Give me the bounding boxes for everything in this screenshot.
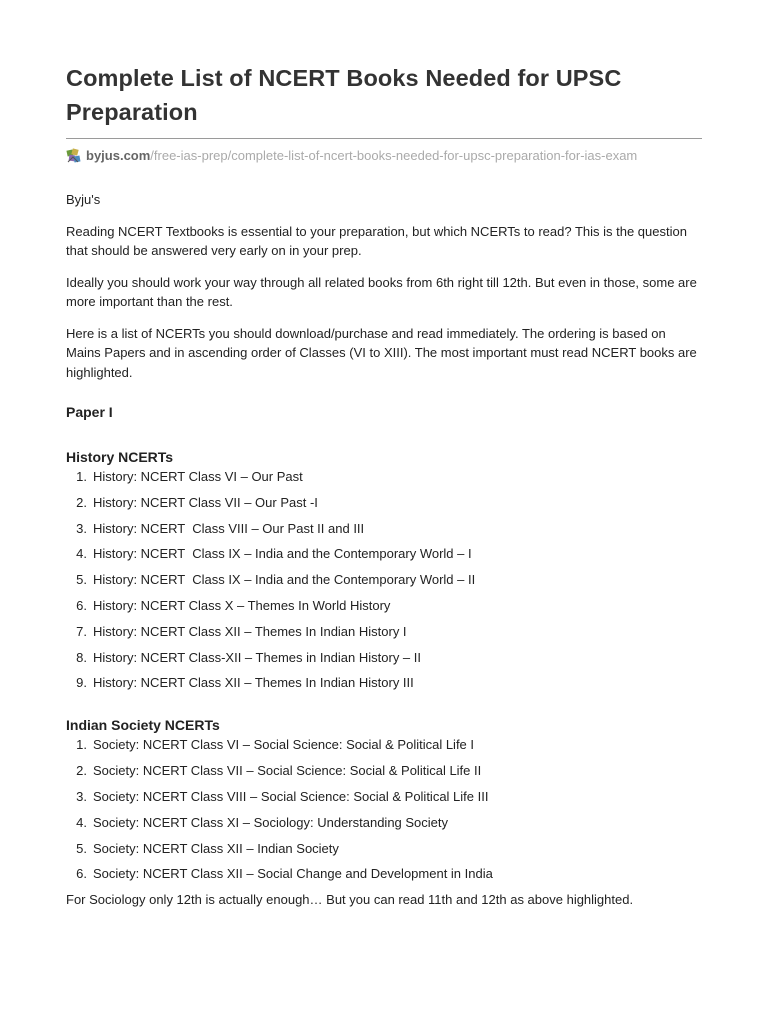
list-item-number: 4. xyxy=(76,814,87,830)
list-item-text: History: NCERT Class IX – India and the Contemporary World – II xyxy=(93,572,476,588)
list-item xyxy=(66,813,702,832)
intro-paragraph: Reading NCERT Textbooks is essential to your preparation, but which NCERTs to read? This is the question that should be answered very early on in your prep. xyxy=(66,223,687,258)
list-item xyxy=(66,761,702,780)
list-item-number: 6. xyxy=(76,866,87,882)
list-item-text: History: NCERT Class VII – Our Past -I xyxy=(93,494,318,510)
list-item-number: 5. xyxy=(76,840,87,856)
list-item xyxy=(66,467,702,486)
list-item-number: 1. xyxy=(76,737,87,753)
list-item-number: 1. xyxy=(76,469,87,484)
list-item-text: History: NCERT Class XII – Themes In Indian History III xyxy=(93,675,414,691)
list-item xyxy=(66,735,702,754)
source-domain-link[interactable]: byjus.com xyxy=(86,148,151,163)
list-item xyxy=(66,673,702,692)
list-item-number: 6. xyxy=(76,597,87,613)
list-item xyxy=(66,519,702,538)
list-item-text: Society: NCERT Class VIII – Social Science: Social & Political Life III xyxy=(93,788,489,804)
list-item-number: 3. xyxy=(76,788,87,804)
list-item-text: Society: NCERT Class XII – Social Change and Development in India xyxy=(93,866,493,882)
list-item-number: 2. xyxy=(76,763,87,779)
society-heading: Indian Society NCERTs xyxy=(66,717,220,734)
list-item-text: History: NCERT Class-XII – Themes in Indian History – II xyxy=(93,649,421,665)
list-item xyxy=(66,787,702,806)
closing-paragraph: For Sociology only 12th is actually enough… But you can read 11th and 12th as above highlighted. xyxy=(66,892,634,908)
history-list xyxy=(66,467,702,692)
list-item xyxy=(66,864,702,883)
document-page xyxy=(66,0,702,910)
list-item-text: History: NCERT Class VIII – Our Past II and III xyxy=(93,520,365,536)
list-item-text: Society: NCERT Class VI – Social Science: Social & Political Life I xyxy=(93,737,475,753)
byjus-favicon-icon xyxy=(66,148,82,164)
society-list xyxy=(66,735,702,883)
list-item-number: 7. xyxy=(76,623,87,639)
list-item xyxy=(66,570,702,589)
history-heading: History NCERTs xyxy=(66,449,174,465)
list-item xyxy=(66,596,702,615)
author: Byju's xyxy=(66,192,101,207)
list-item-number: 4. xyxy=(76,546,87,562)
list-item-text: History: NCERT Class VI – Our Past xyxy=(93,469,303,484)
paper-heading: Paper I xyxy=(66,404,113,420)
list-item-number: 8. xyxy=(76,649,87,665)
page-title: Complete List of NCERT Books Needed for UPSC Preparation xyxy=(66,65,622,125)
list-item xyxy=(66,839,702,858)
list-item xyxy=(66,544,702,563)
list-item xyxy=(66,622,702,641)
list-item-text: Society: NCERT Class VII – Social Science: Social & Political Life II xyxy=(93,763,482,779)
list-item-number: 2. xyxy=(76,494,87,510)
title-divider xyxy=(66,138,702,139)
list-item-text: History: NCERT Class XII – Themes In Indian History I xyxy=(93,623,407,639)
list-item-text: History: NCERT Class IX – India and the Contemporary World – I xyxy=(93,546,472,562)
list-intro-paragraph: Here is a list of NCERTs you should download/purchase and read immediately. The ordering is based on Mains Papers and in ascending order of Classes (VI to XIII). The most important must read NCERT books are highlighted. xyxy=(66,325,697,380)
list-item-text: History: NCERT Class X – Themes In World History xyxy=(93,597,391,613)
list-item-text: Society: NCERT Class XI – Sociology: Understanding Society xyxy=(93,814,449,830)
list-item-number: 9. xyxy=(76,675,87,691)
source-line xyxy=(66,147,702,165)
list-item xyxy=(66,493,702,512)
list-item xyxy=(66,648,702,667)
list-item-number: 3. xyxy=(76,520,87,536)
ideal-paragraph: Ideally you should work your way through all related books from 6th right till 12th. But even in those, some are more important than the rest. xyxy=(66,274,697,309)
list-item-text: Society: NCERT Class XII – Indian Society xyxy=(93,840,339,856)
list-item-number: 5. xyxy=(76,572,87,588)
source-path-link[interactable]: /free-ias-prep/complete-list-of-ncert-books-needed-for-upsc-preparation-for-ias-exam xyxy=(150,148,638,163)
